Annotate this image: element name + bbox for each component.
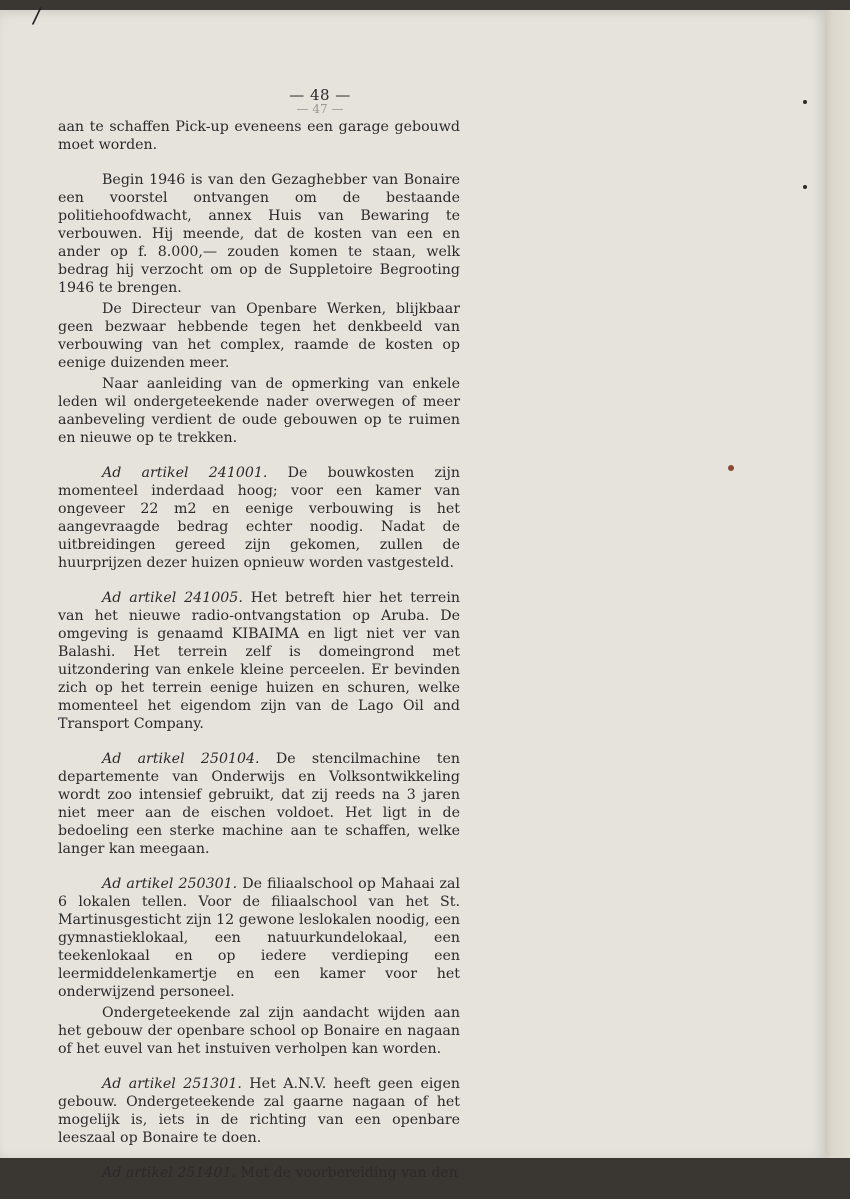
- article-reference: Ad artikel 250301.: [102, 876, 238, 892]
- article-reference: Ad artikel 241001.: [102, 465, 268, 481]
- ink-speck: [803, 185, 807, 189]
- article-text: De bouwkosten zijn momenteel inderdaad hoog; voor een kamer van ongeveer 22 m2 en eenige verbouwing is het aangevraagde bedrag echter noodig. Nadat de uitbreidingen gereed zijn gekomen, zullen de huurprijzen dezer huizen opnieuw worden vastgesteld.: [58, 465, 460, 571]
- article-text: Met de voorbereiding van den: [236, 1165, 458, 1181]
- article-reference: Ad artikel 251301.: [102, 1076, 242, 1092]
- article-reference: Ad artikel 250104.: [102, 751, 260, 767]
- page-number: — 48 —: [289, 86, 351, 104]
- article-paragraph: [58, 464, 460, 572]
- article-paragraph: [58, 875, 460, 1001]
- pencil-mark-icon: /: [31, 3, 43, 30]
- article-reference: Ad artikel 251401.: [102, 1165, 237, 1181]
- paragraph: Begin 1946 is van den Gezaghebber van Bonaire een voorstel ontvangen om de bestaande politiehoofdwacht, annex Huis van Bewaring te verbouwen. Hij meende, dat de kosten van een en ander op f. 8.000,— zouden komen te staan, welk bedrag hij verzocht om op de Suppletoire Begrooting 1946 te brengen.: [58, 172, 460, 296]
- article-text: Het betreft hier het terrein van het nieuwe radio-ontvangstation op Aruba. De omgeving is genaamd KIBAIMA en ligt niet ver van Balashi. Het terrein zelf is domeingrond met uitzondering van enkele kleine perceelen. Er bevinden zich op het terrein eenige huizen en schuren, welke momenteel het eigendom zijn van de Lago Oil and Transport Company.: [58, 590, 461, 732]
- bleed-through-page-number: — 47 —: [296, 102, 344, 116]
- article-paragraph: [58, 1164, 460, 1182]
- page-edge: [825, 10, 850, 1158]
- paragraph: aan te schaffen Pick-up eveneens een garage gebouwd moet worden.: [58, 119, 460, 153]
- article-text: De stencilmachine ten departemente van Onderwijs en Volksontwikkeling wordt zoo intensief gebruikt, dat zij reeds na 3 jaren niet meer aan de eischen voldoet. Het ligt in de bedoeling een sterke machine aan te schaffen, welke langer kan meegaan.: [58, 751, 460, 857]
- article-paragraph: [58, 1075, 460, 1147]
- paragraph: De Directeur van Openbare Werken, blijkbaar geen bezwaar hebbende tegen het denkbeeld van verbouwing van het complex, raamde de kosten op eenige duizenden meer.: [58, 301, 460, 371]
- document-body: [58, 118, 460, 1199]
- paragraph: Naar aanleiding van de opmerking van enkele leden wil ondergeteekende nader overwegen of meer aanbeveling verdient de oude gebouwen op te ruimen en nieuwe op te trekken.: [58, 376, 460, 446]
- paragraph: Ondergeteekende zal zijn aandacht wijden aan het gebouw der openbare school op Bonaire en nagaan of het euvel van het instuiven verholpen kan worden.: [58, 1005, 460, 1057]
- article-paragraph: [58, 589, 460, 733]
- article-reference: Ad artikel 241005.: [102, 590, 243, 606]
- page-header: [0, 86, 640, 116]
- ink-speck: [728, 465, 734, 471]
- article-text: Het A.N.V. heeft geen eigen gebouw. Ondergeteekende zal gaarne nagaan of het mogelijk is, iets in de richting van een openbare leeszaal op Bonaire te doen.: [58, 1076, 460, 1146]
- article-text: De filiaalschool op Mahaai zal 6 lokalen tellen. Voor de filiaalschool van het St. Martinusgesticht zijn 12 gewone leslokalen noodig, een gymnastieklokaal, een natuurkundelokaal, een teekenlokaal en op iedere verdieping een leermiddelenkamertje en een kamer voor het onderwijzend personeel.: [58, 876, 460, 1000]
- article-paragraph: [58, 750, 460, 858]
- ink-speck: [803, 100, 807, 104]
